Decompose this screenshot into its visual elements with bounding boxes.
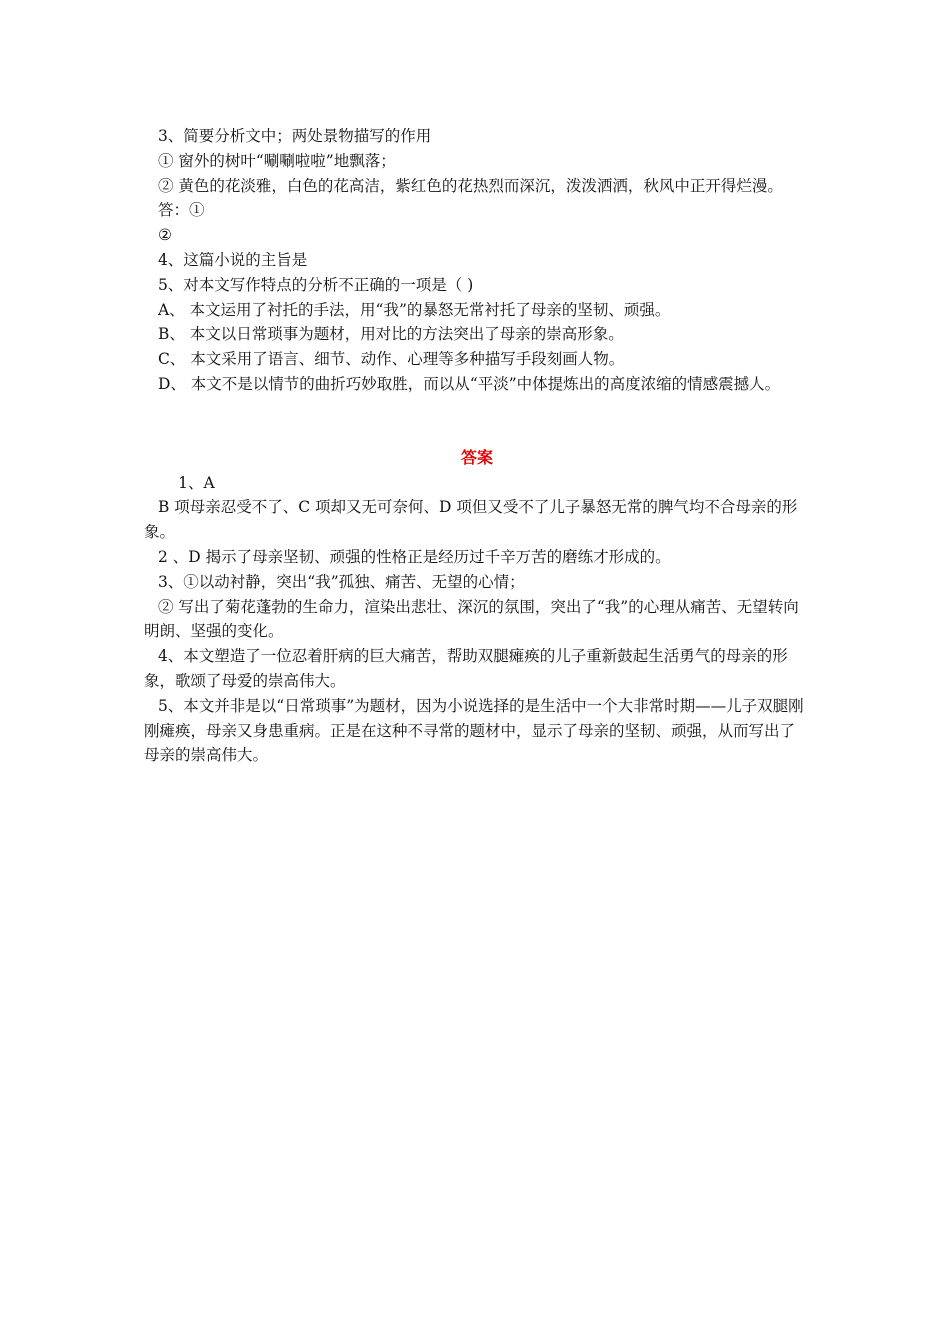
question-5-option-d: D、 本文不是以情节的曲折巧妙取胜，而以从“平淡”中体提炼出的高度浓缩的情感震撼人。 <box>157 374 781 393</box>
question-5-option-b: B、 本文以日常琐事为题材，用对比的方法突出了母亲的崇高形象。 <box>157 325 624 344</box>
answer-4: 4、本文塑造了一位忍着肝病的巨大痛苦，帮助双腿瘫痪的儿子重新鼓起生活勇气的母亲的形象，歌颂了母爱的崇高伟大。 <box>144 647 788 690</box>
question-3-item-1: ① 窗外的树叶“唰唰啦啦”地飘落； <box>157 151 396 170</box>
answer-3-part-2: ② 写出了菊花蓬勃的生命力，渲染出悲壮、深沉的氛围，突出了“我”的心理从痛苦、无望转向明朗、坚强的变化。 <box>144 597 799 641</box>
question-4: 4、这篇小说的主旨是 <box>157 250 308 269</box>
answer-1-explanation: B 项母亲忍受不了、C 项却又无可奈何、D 项但又受不了儿子暴怒无常的脾气均不合母亲的形象。 <box>144 498 798 542</box>
question-5-option-c: C、 本文采用了语言、细节、动作、心理等多种描写手段刻画人物。 <box>157 350 625 369</box>
question-3-item-2: ② 黄色的花淡雅，白色的花高洁，紫红色的花热烈而深沉，泼泼洒洒，秋风中正开得烂漫。 <box>157 176 783 195</box>
document-page <box>144 124 810 768</box>
question-5: 5、对本文写作特点的分析不正确的一项是（ ) <box>157 275 474 294</box>
question-3-answer-2: ② <box>157 226 172 245</box>
answer-section-title: 答案 <box>460 447 493 467</box>
answer-1: 1、A <box>178 473 215 492</box>
section-spacer <box>144 397 810 446</box>
question-5-option-a: A、 本文运用了衬托的手法，用“我”的暴怒无常衬托了母亲的坚韧、顽强。 <box>157 300 671 319</box>
answer-3-part-1: 3、①以动衬静，突出“我”孤独、痛苦、无望的心情； <box>157 572 525 591</box>
answer-2: 2 、D 揭示了母亲坚韧、顽强的性格正是经历过千辛万苦的磨练才形成的。 <box>157 547 671 566</box>
question-3-answer-label: 答：① <box>157 201 205 220</box>
answer-5: 5、本文并非是以“日常琐事”为题材，因为小说选择的是生活中一个大非常时期——儿子双腿刚刚瘫痪，母亲又身患重病。正是在这种不寻常的题材中，显示了母亲的坚韧、顽强，从而写出了母亲的崇高伟大。 <box>144 696 804 765</box>
question-3: 3、简要分析文中；两处景物描写的作用 <box>157 127 432 145</box>
